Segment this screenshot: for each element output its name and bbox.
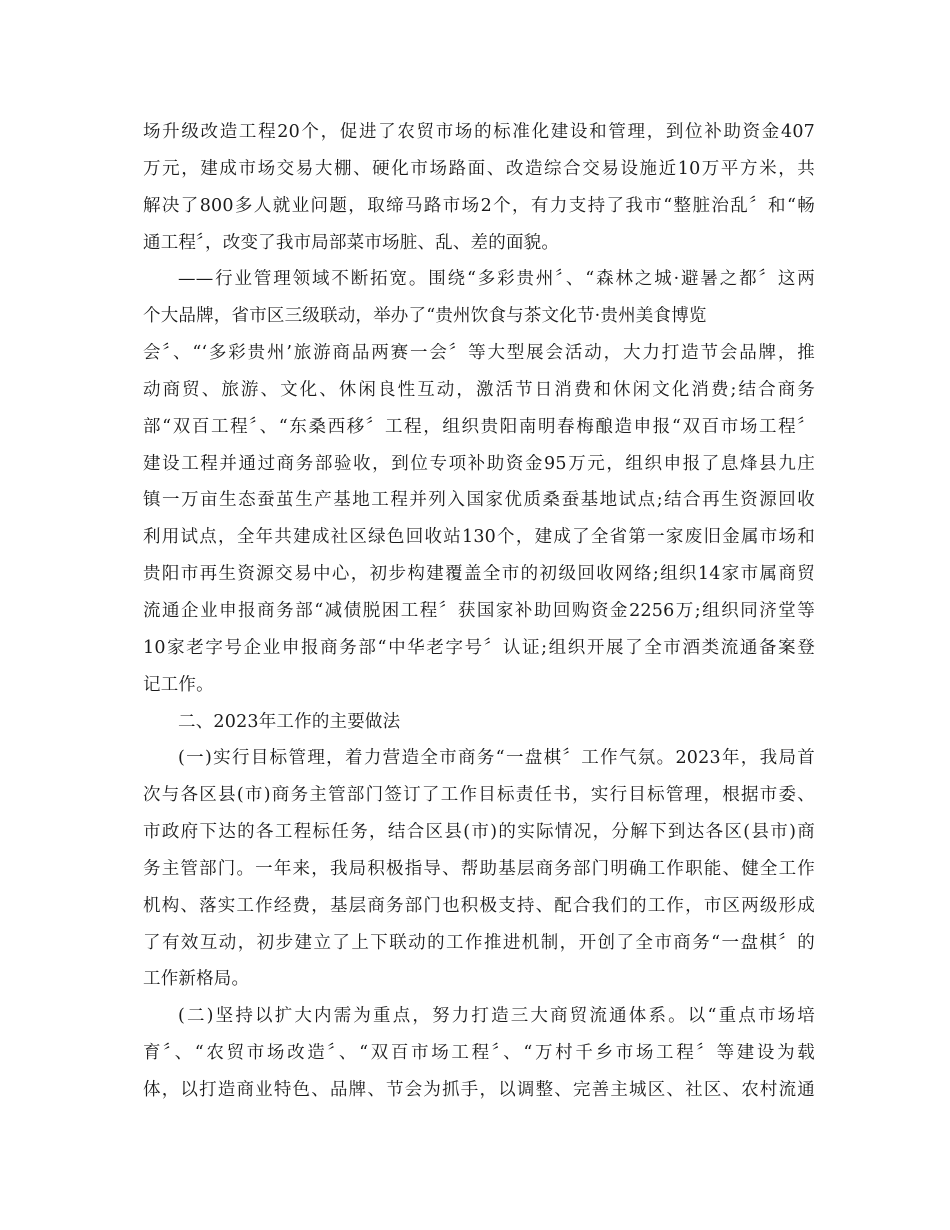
text-line: 体，以打造商业特色、品牌、节会为抓手，以调整、完善主城区、社区、农村流通 bbox=[143, 1079, 815, 1100]
text-line: 场升级改造工程20个，促进了农贸市场的标准化建设和管理，到位补助资金407 bbox=[143, 122, 815, 142]
document-body bbox=[143, 114, 815, 1109]
paragraph-start-line: ——行业管理领域不断拓宽。围绕“多彩贵州〞、“森林之城·避暑之都〞这两 bbox=[178, 269, 815, 290]
paragraph-start-line: (一)实行目标管理，着力营造全市商务“一盘棋〞工作气氛。2023年，我局首 bbox=[178, 748, 815, 769]
text-line: 次与各区县(市)商务主管部门签订了工作目标责任书，实行目标管理，根据市委、 bbox=[143, 785, 815, 806]
text-line: 务主管部门。一年来，我局积极指导、帮助基层商务部门明确工作职能、健全工作 bbox=[143, 858, 815, 879]
paragraph-start-line: (二)坚持以扩大内需为重点，努力打造三大商贸流通体系。以“重点市场培 bbox=[178, 1006, 815, 1027]
text-line: 建设工程并通过商务部验收，到位专项补助资金95万元，组织申报了息烽县九庄 bbox=[143, 453, 815, 474]
text-line: 记工作。 bbox=[143, 674, 214, 695]
text-line: 流通企业申报商务部“减债脱困工程〞获国家补助回购资金2256万;组织同济堂等 bbox=[143, 600, 815, 621]
text-line: 个大品牌，省市区三级联动，举办了“贵州饮食与茶文化节·贵州美食博览 bbox=[143, 306, 707, 327]
text-line: 通工程〞，改变了我市局部菜市场脏、乱、差的面貌。 bbox=[143, 232, 560, 253]
text-line: 10家老字号企业申报商务部“中华老字号〞认证;组织开展了全市酒类流通备案登 bbox=[143, 637, 815, 658]
text-line: 镇一万亩生态蚕茧生产基地工程并列入国家优质桑蚕基地试点;结合再生资源回收 bbox=[143, 490, 815, 511]
text-line: 机构、落实工作经费，基层商务部门也积极支持、配合我们的工作，市区两级形成 bbox=[143, 895, 815, 916]
text-line: 贵阳市再生资源交易中心，初步构建覆盖全市的初级回收网络;组织14家市属商贸 bbox=[143, 564, 815, 585]
text-line: 部“双百工程〞、“东桑西移〞工程，组织贵阳南明春梅酿造申报“双百市场工程〞 bbox=[143, 416, 815, 437]
text-line: 会〞、“‘多彩贵州’旅游商品两赛一会〞等大型展会活动，大力打造节会品牌，推 bbox=[143, 343, 815, 364]
text-line: 万元，建成市场交易大棚、硬化市场路面、改造综合交易设施近10万平方米，共 bbox=[143, 158, 815, 179]
text-line: 了有效互动，初步建立了上下联动的工作推进机制，开创了全市商务“一盘棋〞的 bbox=[143, 932, 815, 953]
text-line: 利用试点，全年共建成社区绿色回收站130个，建成了全省第一家废旧金属市场和 bbox=[143, 527, 815, 548]
text-line: 工作新格局。 bbox=[143, 969, 250, 990]
text-line: 解决了800多人就业问题，取缔马路市场2个，有力支持了我市“整脏治乱〞和“畅 bbox=[143, 195, 815, 216]
text-line: 动商贸、旅游、文化、休闲良性互动，激活节日消费和休闲文化消费;结合商务 bbox=[143, 379, 815, 400]
text-line: 育〞、“农贸市场改造〞、“双百市场工程〞、“万村千乡市场工程〞等建设为载 bbox=[143, 1043, 815, 1064]
text-line: 市政府下达的各工程标任务，结合区县(市)的实际情况，分解下到达各区(县市)商 bbox=[143, 822, 815, 843]
section-heading: 二、2023年工作的主要做法 bbox=[178, 711, 401, 732]
